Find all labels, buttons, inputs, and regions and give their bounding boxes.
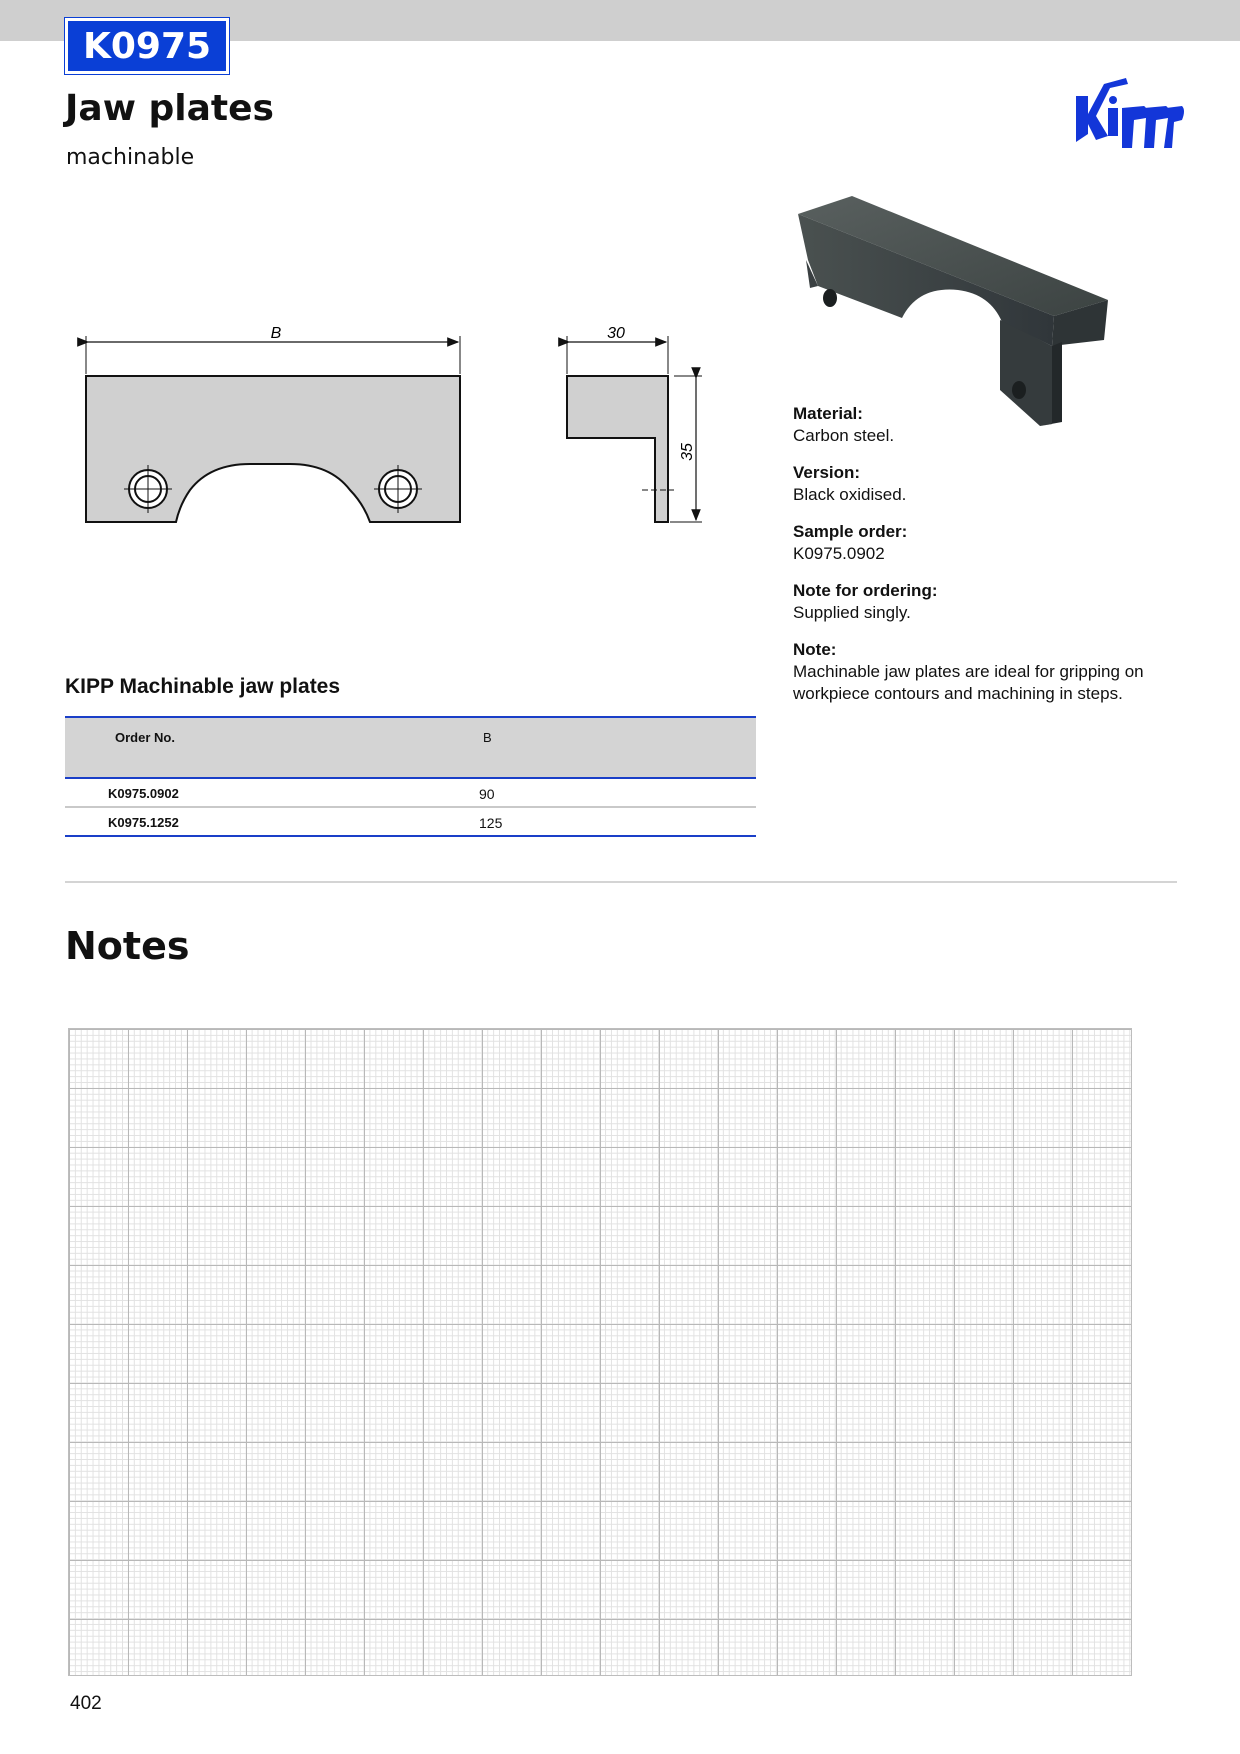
spec-value: Black oxidised. [793,485,907,504]
section-divider [65,881,1177,883]
notes-grid-area [68,1028,1132,1676]
b-value-cell: 125 [479,815,503,831]
spec-sample-order [793,521,1193,565]
table-row [65,779,756,808]
order-table [65,716,756,837]
spec-value: K0975.0902 [793,544,885,563]
table-title: KIPP Machinable jaw plates [65,675,341,698]
b-value-cell: 90 [479,786,495,802]
spec-value: Machinable jaw plates are ideal for gripping on workpiece contours and machining in steps. [793,662,1144,703]
kipp-logo [1074,74,1186,158]
spec-label: Note for ordering: [793,581,938,600]
spec-label: Material: [793,404,863,423]
specifications [793,403,1193,720]
page-number: 402 [70,1693,102,1714]
dim-height-label: 35 [679,443,696,461]
dim-b-label: B [270,325,282,342]
spec-value: Supplied singly. [793,603,911,622]
spec-note [793,639,1193,705]
page-subtitle: machinable [66,145,195,170]
order-number-cell: K0975.0902 [108,786,179,801]
spec-note-for-ordering [793,580,1193,624]
spec-value: Carbon steel. [793,426,895,445]
spec-label: Sample order: [793,522,908,541]
table-header [65,716,756,779]
product-photo [790,190,1110,430]
technical-drawing [70,310,720,540]
dim-width-label: 30 [607,325,625,342]
product-code-badge: K0975 [65,18,229,74]
table-row [65,808,756,837]
order-number-cell: K0975.1252 [108,815,179,830]
notes-title: Notes [65,924,190,968]
page-title: Jaw plates [65,88,274,129]
column-header-order-no: Order No. [115,730,175,745]
spec-label: Version: [793,463,861,482]
spec-label: Note: [793,640,837,659]
spec-material [793,403,1193,447]
spec-version [793,462,1193,506]
column-header-b: B [483,730,492,745]
